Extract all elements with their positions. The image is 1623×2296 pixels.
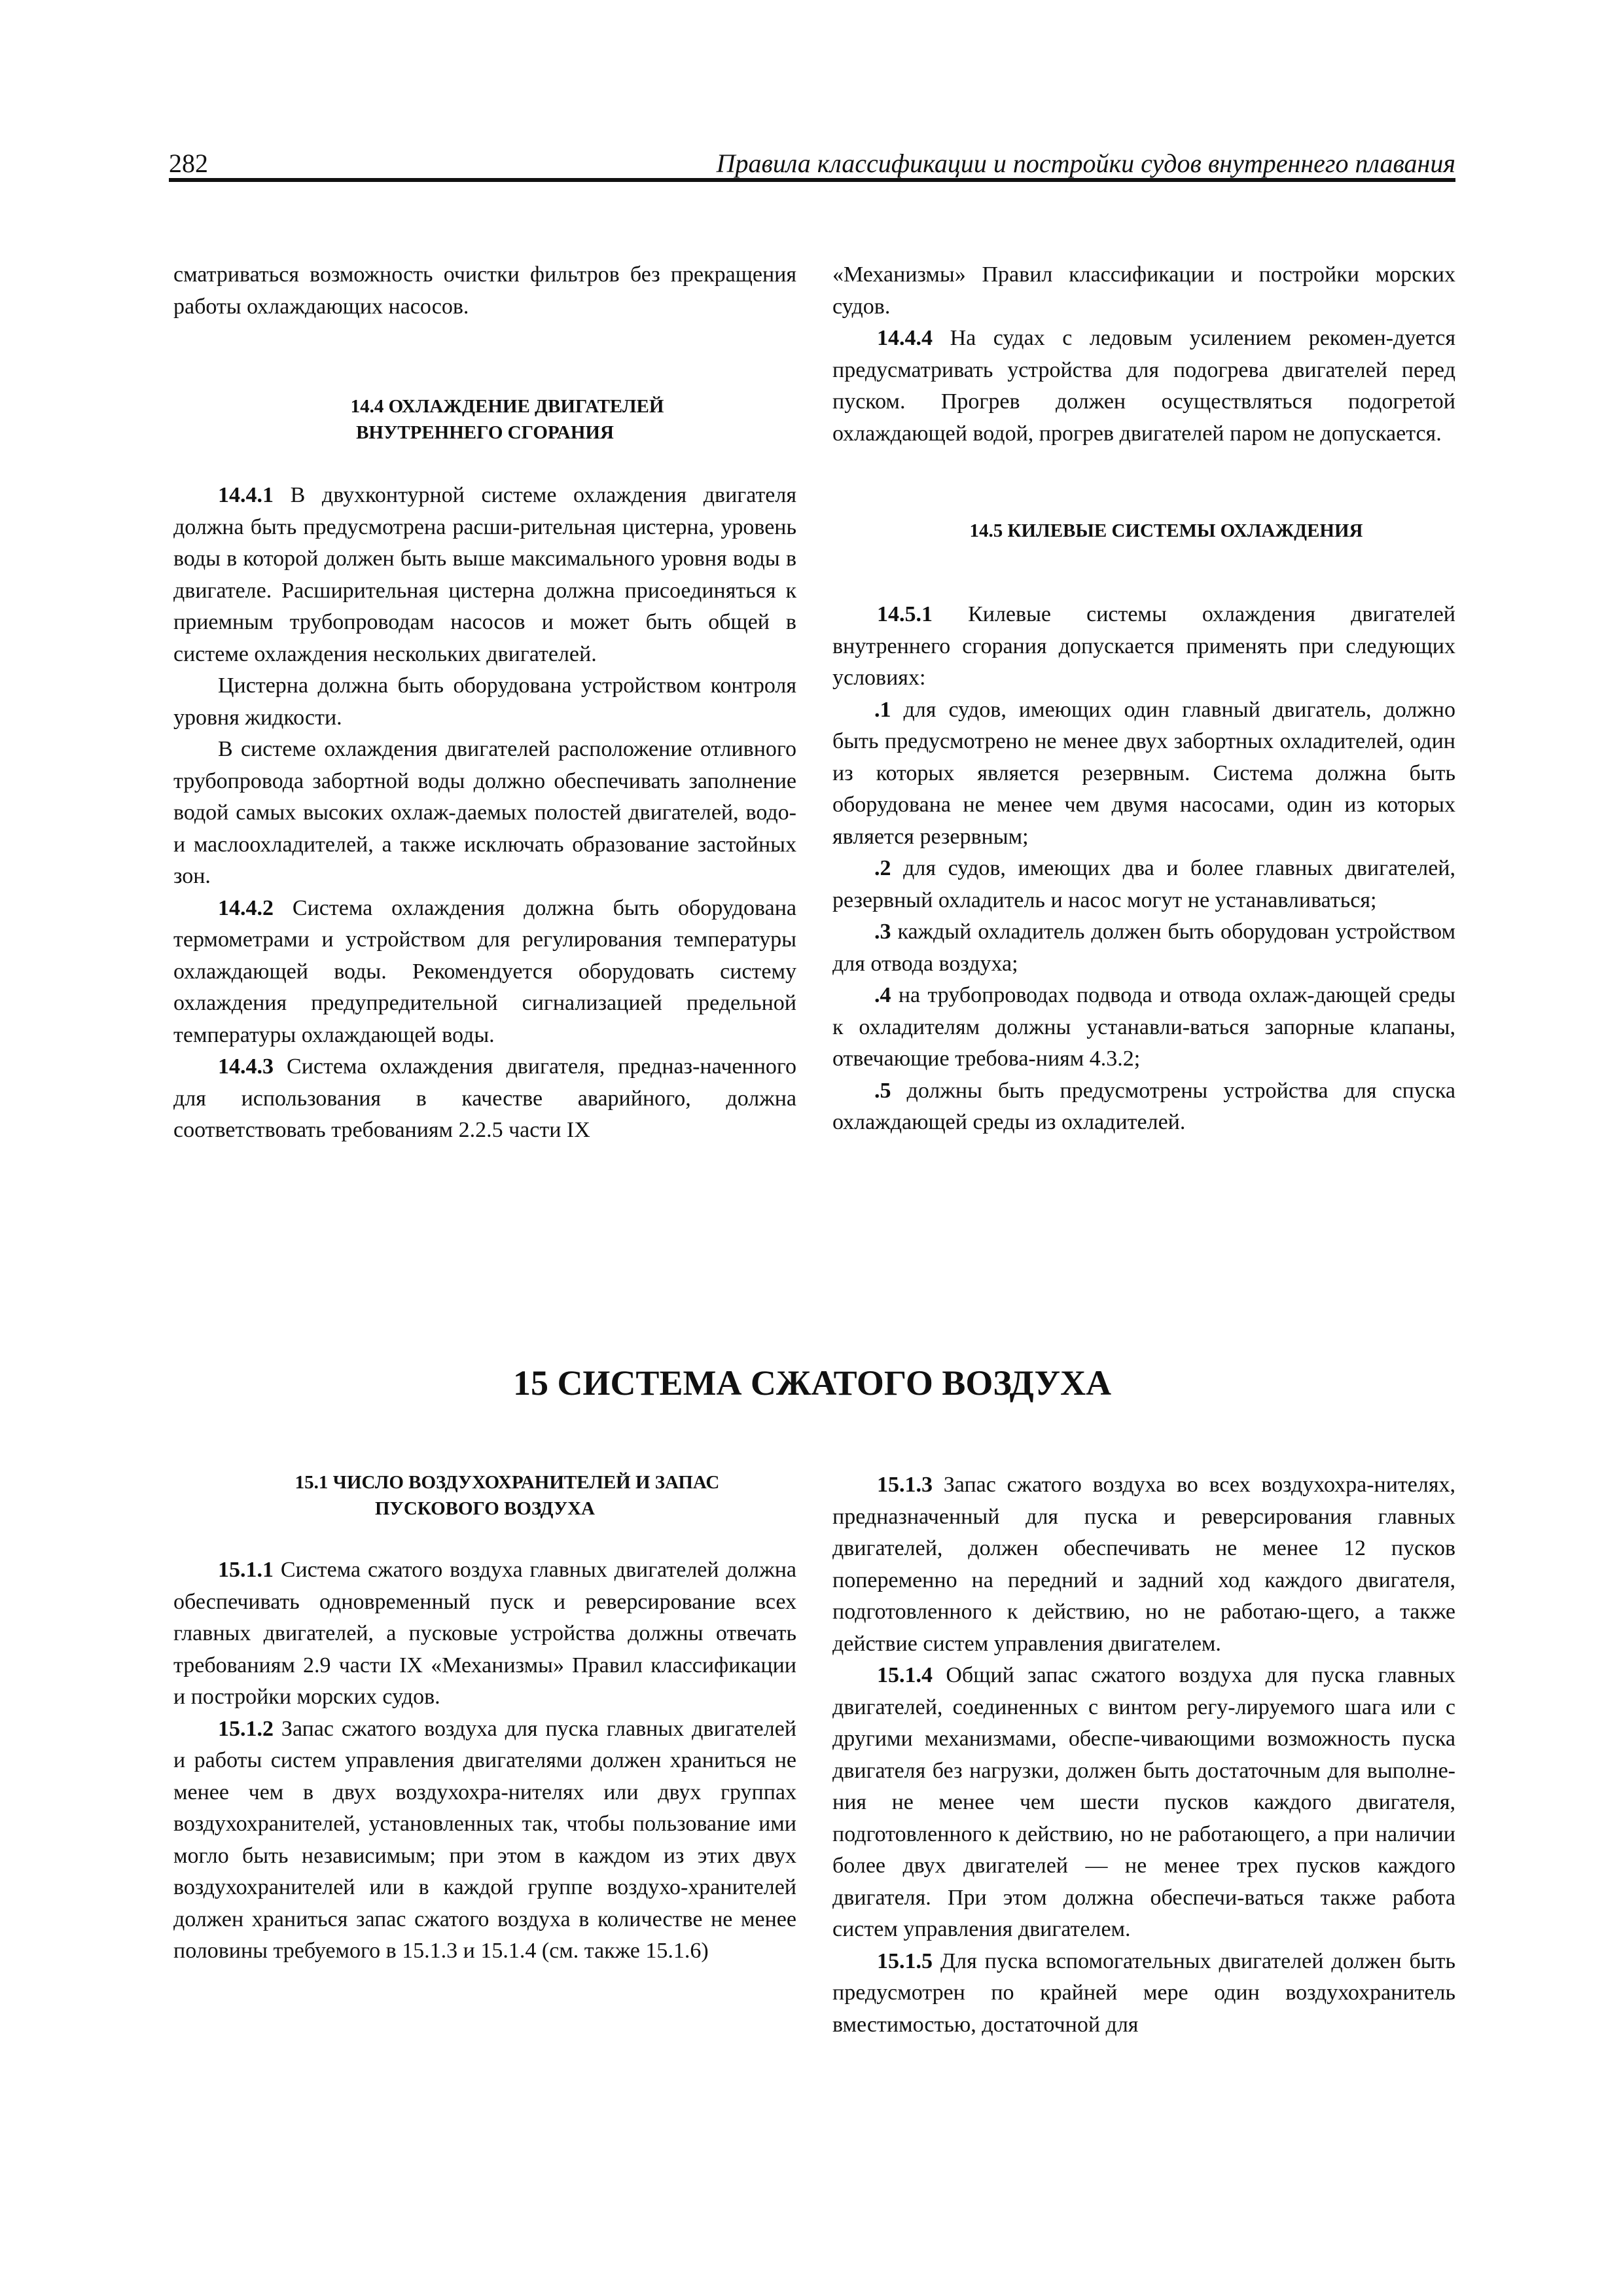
paragraph-14-4-4: 14.4.4 На судах с ледовым усилением рекомен-дуется предусматривать устройства для подогрева двигателей перед пуском. Прогрев должен осуществляться подогретой охлаждающей водой, прогрев двигателей паром не допускается. (832, 326, 1455, 446)
paragraph: Цистерна должна быть оборудована устройством контроля уровня жидкости. (173, 673, 796, 730)
section-heading-14-4: 14.4 ОХЛАЖДЕНИЕ ДВИГАТЕЛЕЙ ВНУТРЕННЕГО СГОРАНИЯ (350, 396, 664, 443)
list-item-4: .4 на трубопроводах подвода и отвода охлаж-дающей среды к охладителям должны устанавли-ваться запорные клапаны, отвечающие требова-ниям 4.3.2; (832, 983, 1455, 1071)
paragraph-15-1-4: 15.1.4 Общий запас сжатого воздуха для пуска главных двигателей, соединенных с винтом регу-лируемого шага или с другими механизмами, обеспе-чивающими возможность пуска двигателя без нагрузки, должен быть достаточным для выполне-ния не менее чем шести пусков каждого двигателя, подготовленного к действию, но не работающего, а при наличии более двух двигателей — не менее трех пусков каждого двигателя. При этом должна обеспечи-ваться также работа систем управления двигателем. (832, 1663, 1455, 1941)
paragraph-15-1-3: 15.1.3 Запас сжатого воздуха во всех воздухохра-нителях, предназначенный для пуска и реверсирования главных двигателей, должен обеспечивать не менее 12 пусков попеременно на передний и задний ход каждого двигателя, подготовленного к действию, но не работаю-щего, а также действие систем управления двигателем. (832, 1473, 1455, 1656)
continued-paragraph: сматриваться возможность очистки фильтров без прекращения работы охлаждающих насосов. (173, 262, 796, 319)
page-header (169, 143, 1455, 179)
continued-paragraph: «Механизмы» Правил классификации и постройки морских судов. (832, 262, 1455, 319)
list-item-2: .2 для судов, имеющих два и более главных двигателей, резервный охладитель и насос могут не устанавливаться; (832, 856, 1455, 912)
running-title: Правила классификации и постройки судов внутреннего плавания (716, 149, 1455, 178)
paragraph-15-1-1: 15.1.1 Система сжатого воздуха главных двигателей должна обеспечивать одновременный пуск и реверсирование всех главных двигателей, а пусковые устройства должны отвечать требованиям 2.9 части IX «Механизмы» Правил классификации и постройки морских судов. (173, 1558, 796, 1709)
paragraph-14-4-1: 14.4.1 В двухконтурной системе охлаждения двигателя должна быть предусмотрена расши-рительная цистерна, уровень воды в которой должен быть выше максимального уровня воды в двигателе. Расширительная цистерна должна присоединяться к приемным трубопроводам насосов и может быть общей в системе охлаждения нескольких двигателей. (173, 483, 796, 666)
left-column-bottom (173, 1469, 796, 1967)
list-item-1: .1 для судов, имеющих один главный двигатель, должно быть предусмотрено не менее двух забортных охладителей, один из которых является резервным. Система должна быть оборудована не менее чем двумя насосами, один из которых является резервным; (832, 697, 1455, 849)
list-item-3: .3 каждый охладитель должен быть оборудован устройством для отвода воздуха; (832, 920, 1455, 976)
right-column-top (832, 259, 1455, 1139)
page-number: 282 (169, 149, 208, 178)
paragraph-14-4-3: 14.4.3 Система охлаждения двигателя, предназ-наченного для использования в качестве аварийного, должна соответствовать требованиям 2.2.5 части IX (173, 1054, 796, 1142)
paragraph-14-4-2: 14.4.2 Система охлаждения должна быть оборудована термометрами и устройством для регулирования температуры охлаждающей воды. Рекомендуется оборудовать систему охлаждения предупредительной сигнализацией предельной температуры охлаждающей воды. (173, 895, 796, 1047)
list-item-5: .5 должны быть предусмотрены устройства для спуска охлаждающей среды из охладителей. (832, 1078, 1455, 1134)
paragraph-15-1-5: 15.1.5 Для пуска вспомогательных двигателей должен быть предусмотрен по крайней мере один воздухохранитель вместимостью, достаточной для (832, 1948, 1455, 2037)
paragraph-15-1-2: 15.1.2 Запас сжатого воздуха для пуска главных двигателей и работы систем управления двигателями должен храниться не менее чем в двух воздухохра-нителях или двух группах воздухохранителей, установленных так, чтобы пользование ими могло быть независимым; при этом в каждом из этих двух воздухохранителей или в каждой группе воздухо-хранителей должен храниться запас сжатого воздуха в количестве не менее половины требуемого в 15.1.3 и 15.1.4 (см. также 15.1.6) (173, 1716, 796, 1963)
chapter-title: 15 СИСТЕМА СЖАТОГО ВОЗДУХА (512, 1363, 1112, 1403)
right-column-bottom (832, 1469, 1455, 2041)
section-heading-14-5: 14.5 КИЛЕВЫЕ СИСТЕМЫ ОХЛАЖДЕНИЯ (969, 520, 1363, 541)
paragraph-14-5-1: 14.5.1 Килевые системы охлаждения двигателей внутреннего сгорания допускается применять при следующих условиях: (832, 602, 1455, 690)
section-heading-15-1: 15.1 ЧИСЛО ВОЗДУХОХРАНИТЕЛЕЙ И ЗАПАС ПУСКОВОГО ВОЗДУХА (294, 1472, 720, 1519)
left-column-top (173, 259, 796, 1147)
header-rule (169, 178, 1455, 182)
paragraph: В системе охлаждения двигателей расположение отливного трубопровода забортной воды должно обеспечивать заполнение водой самых высоких охлаж-даемых полостей двигателей, водо- и маслоохладителей, а также исключать образование застойных зон. (173, 737, 796, 888)
